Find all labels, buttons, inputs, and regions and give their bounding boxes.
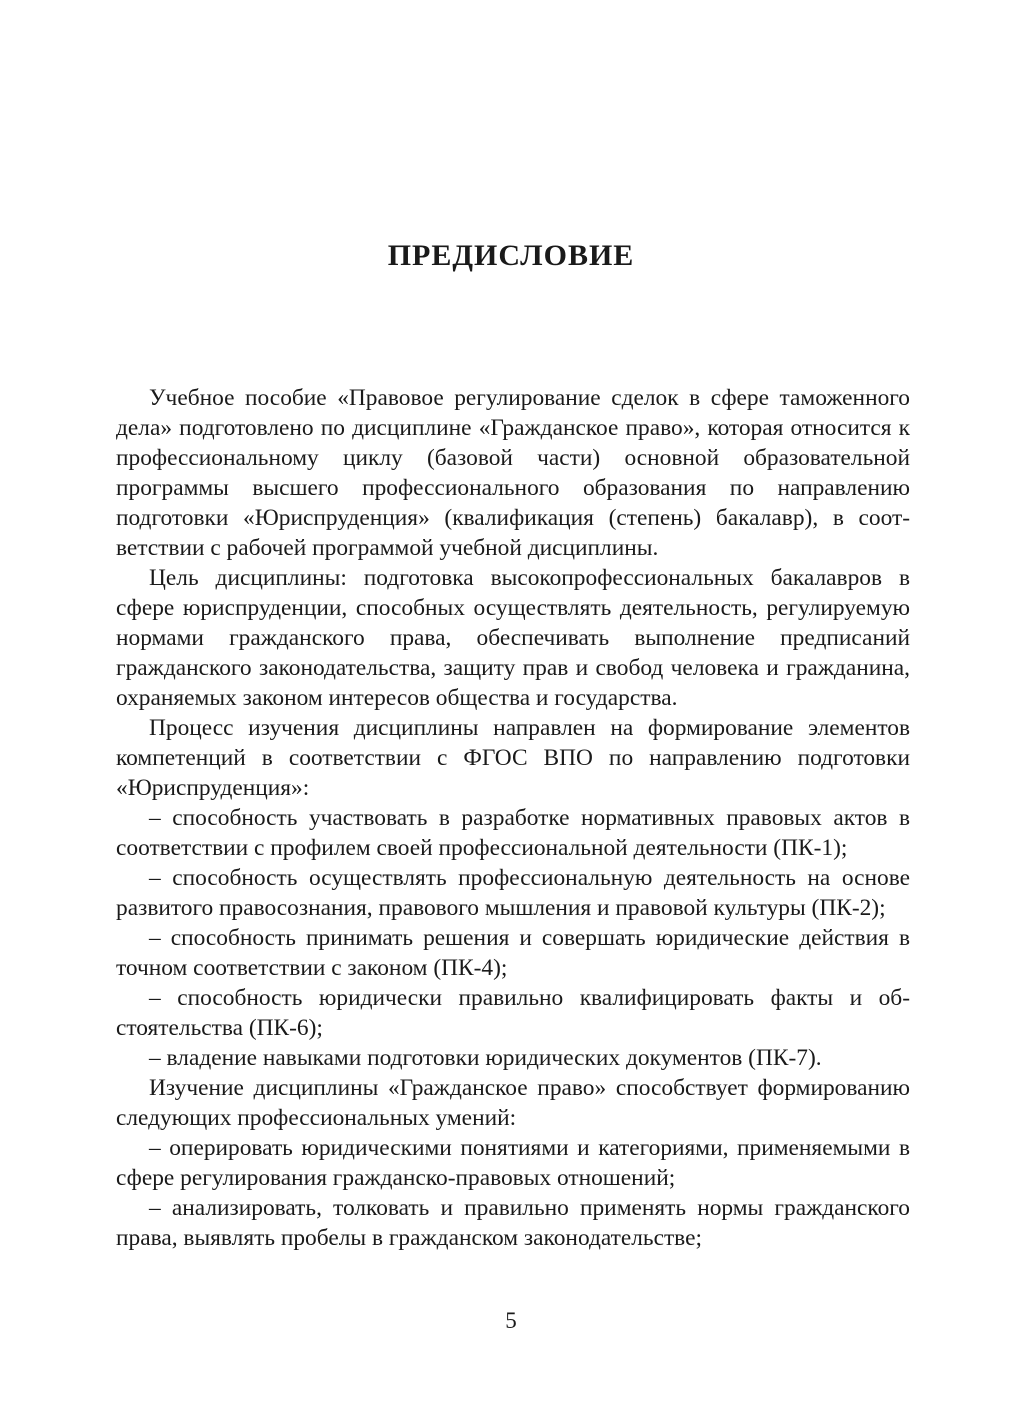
page-number: 5 xyxy=(505,1308,517,1333)
paragraph-intro: Учебное пособие «Правовое регулирование сделок в сфере таможенного дела» подготовлено по дисциплине «Гражданское право», которая относится к профессиональному циклу (базовой части) основной образовательной программы высшего профессионального образования по направлению подготовки «Юриспруденция» (квалификация (степень) бакалавр), в соответствии с рабочей программой учебной дисциплины. xyxy=(116,385,910,561)
list-item-pk4: – способность принимать решения и совершать юридические действия в точном соответствии с законом (ПК-4); xyxy=(116,925,910,981)
paragraph-goal: Цель дисциплины: подготовка высокопрофессиональных бакалавров в сфере юриспруденции, способных осуществлять деятельность, регулируемую нормами гражданского права, обеспечивать выполнение предписаний гражданского законодательства, защиту прав и свобод человека и гражданина, охраняемых законом интересов общества и государства. xyxy=(116,565,910,711)
list-item-skill-2: – анализировать, толковать и правильно применять нормы гражданского права, выявлять пробелы в гражданском законодательстве; xyxy=(116,1195,910,1251)
paragraph-skills: Изучение дисциплины «Гражданское право» способствует формированию следующих профессиональных умений: xyxy=(116,1075,910,1131)
list-item-pk2: – способность осуществлять профессиональную деятельность на основе развитого правосознания, правового мышления и правовой культуры (ПК-2); xyxy=(116,865,910,921)
paragraph-competencies: Процесс изучения дисциплины направлен на формирование элементов компетенций в соответствии с ФГОС ВПО по направлению подготовки «Юриспруденция»: xyxy=(116,715,910,801)
list-item-pk7: – владение навыками подготовки юридических документов (ПК-7). xyxy=(149,1045,822,1071)
list-item-pk1: – способность участвовать в разработке нормативных правовых актов в соответствии с профилем своей профессиональной деятельности (ПК-1); xyxy=(116,805,910,861)
page-title: ПРЕДИСЛОВИЕ xyxy=(387,239,635,272)
body-text xyxy=(116,383,910,1253)
list-item-pk6: – способность юридически правильно квалифицировать факты и обстоятельства (ПК-6); xyxy=(116,985,910,1041)
list-item-skill-1: – оперировать юридическими понятиями и категориями, применяемыми в сфере регулирования гражданско-правовых отношений; xyxy=(116,1135,910,1191)
